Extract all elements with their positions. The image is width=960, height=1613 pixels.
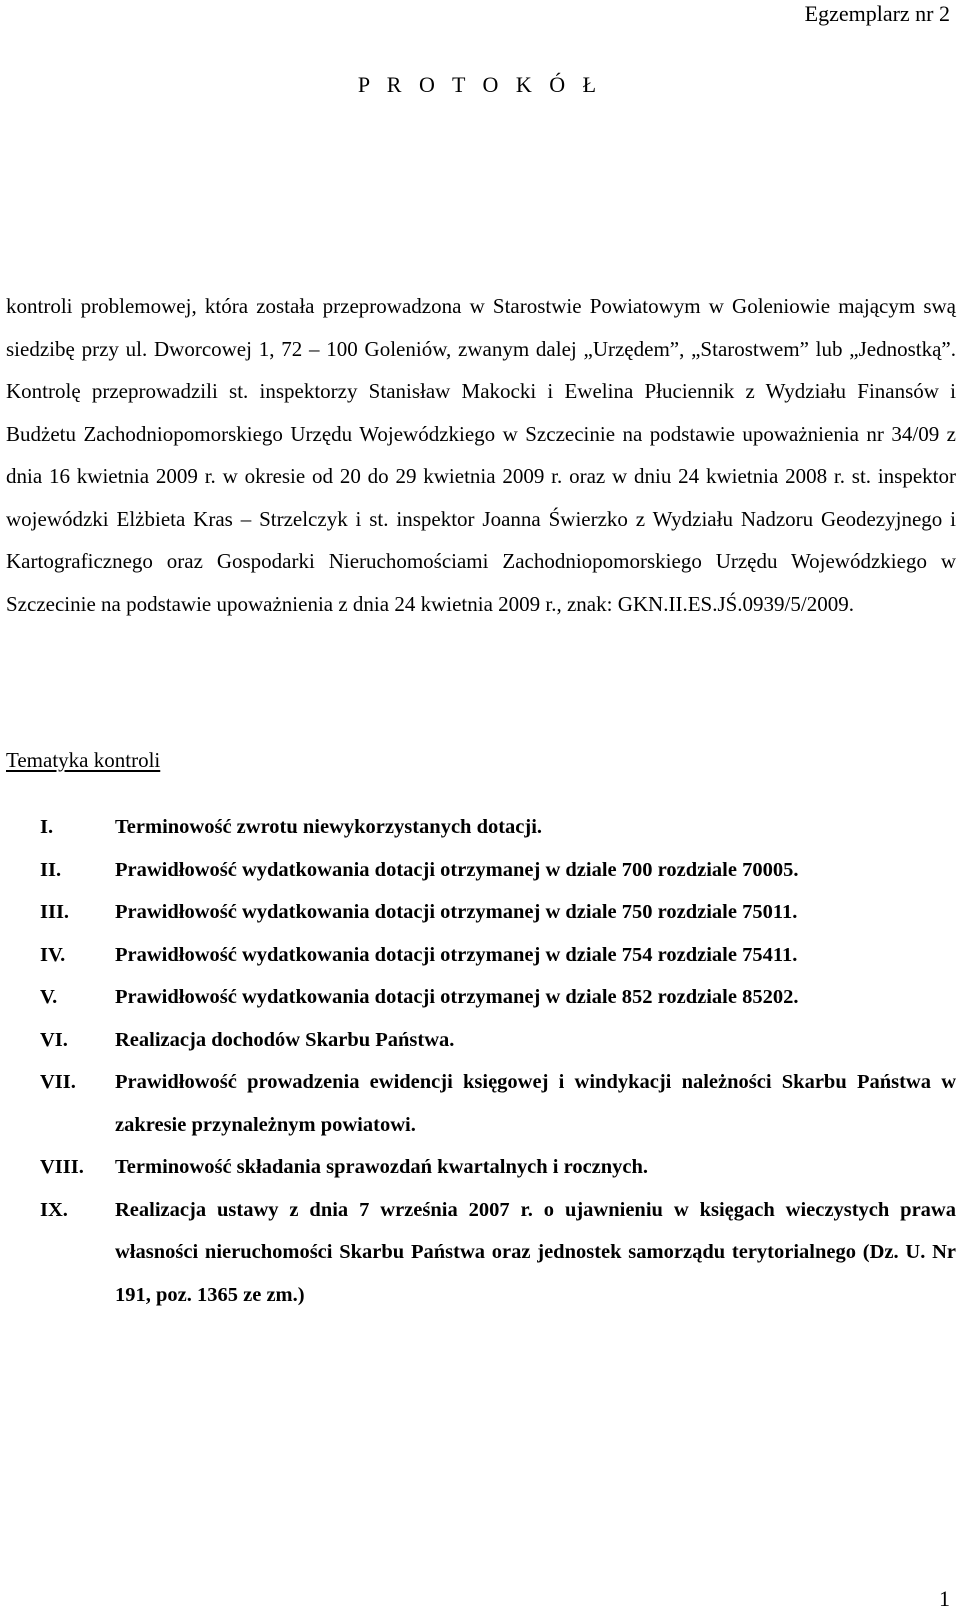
topic-number: VIII. (40, 1156, 84, 1178)
topic-number: IX. (40, 1198, 68, 1221)
topic-item (40, 891, 956, 934)
topic-item (40, 849, 956, 892)
topic-text: Terminowość składania sprawozdań kwartalnych i rocznych. (115, 1156, 649, 1178)
topic-item (40, 806, 956, 849)
copy-number-label: Egzemplarz nr 2 (804, 1, 950, 26)
topic-text: Prawidłowość wydatkowania dotacji otrzymanej w dziale 754 rozdziale 75411. (115, 943, 798, 966)
topic-item (40, 1019, 956, 1062)
topic-text: Terminowość zwrotu niewykorzystanych dotacji. (115, 816, 543, 838)
topic-number: V. (40, 986, 58, 1008)
topics-list (40, 806, 956, 1316)
page-number: 1 (939, 1586, 950, 1611)
topic-text: Realizacja ustawy z dnia 7 września 2007 r. o ujawnieniu w księgach wieczystych prawa własności nieruchomości Skarbu Państwa oraz jednostek samorządu terytorialnego (Dz. U. Nr 191, poz. 1365 ze zm.) (115, 1198, 956, 1306)
topic-number: VI. (40, 1028, 68, 1051)
topic-number: IV. (40, 943, 66, 966)
topic-item (40, 976, 956, 1019)
topic-item (40, 934, 956, 977)
topic-item (40, 1189, 956, 1317)
topic-number: III. (40, 901, 70, 923)
topic-text: Realizacja dochodów Skarbu Państwa. (115, 1028, 455, 1051)
topic-number: II. (40, 858, 62, 881)
topic-item (40, 1061, 956, 1146)
topics-heading: Tematyka kontroli (6, 748, 161, 772)
topic-item (40, 1146, 956, 1189)
topic-text: Prawidłowość wydatkowania dotacji otrzymanej w dziale 700 rozdziale 70005. (115, 858, 799, 881)
document-title: P R O T O K Ó Ł (357, 72, 603, 97)
topic-number: I. (40, 816, 54, 838)
topic-text: Prawidłowość prowadzenia ewidencji księgowej i windykacji należności Skarbu Państwa w zakresie przynależnym powiatowi. (115, 1071, 956, 1136)
intro-paragraph: kontroli problemowej, która została przeprowadzona w Starostwie Powiatowym w Goleniowie mającym swą siedzibę przy ul. Dworcowej 1, 72 – 100 Goleniów, zwanym dalej „Urzędem”, „Starostwem” lub „Jednostką”. Kontrolę przeprowadzili st. inspektorzy Stanisław Makocki i Ewelina Płuciennik z Wydziału Finansów i Budżetu Zachodniopomorskiego Urzędu Wojewódzkiego w Szczecinie na podstawie upoważnienia nr 34/09 z dnia 16 kwietnia 2009 r. w okresie od 20 do 29 kwietnia 2009 r. oraz w dniu 24 kwietnia 2008 r. st. inspektor wojewódzki Elżbieta Kras – Strzelczyk i st. inspektor Joanna Świerzko z Wydziału Nadzoru Geodezyjnego i Kartograficznego oraz Gospodarki Nieruchomościami Zachodniopomorskiego Urzędu Wojewódzkiego w Szczecinie na podstawie upoważnienia z dnia 24 kwietnia 2009 r., znak: GKN.II.ES.JŚ.0939/5/2009. (6, 294, 956, 616)
topic-number: VII. (40, 1071, 76, 1093)
topic-text: Prawidłowość wydatkowania dotacji otrzymanej w dziale 750 rozdziale 75011. (115, 901, 798, 923)
topic-text: Prawidłowość wydatkowania dotacji otrzymanej w dziale 852 rozdziale 85202. (115, 986, 799, 1008)
